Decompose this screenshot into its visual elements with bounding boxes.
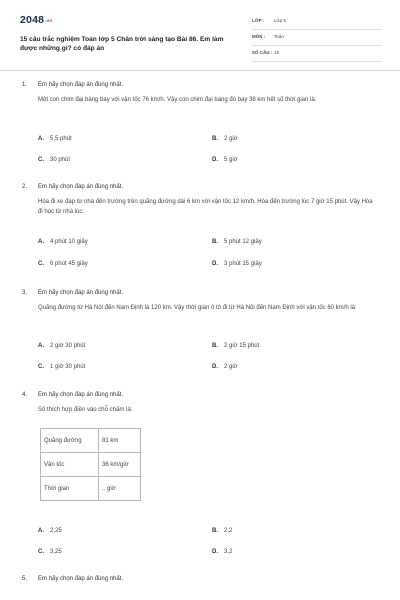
question-body: Một con chim đại bàng bay với vận tốc 76 km/h. Vậy con chim đại bàng đó bay 38 km hết số thời gian là: xyxy=(38,97,317,103)
document-title: 15 câu trắc nghiệm Toán lớp 5 Chân trời sáng tạo Bài 86. Em làm được những gì? có đáp án xyxy=(20,36,224,52)
option-a[interactable]: A. 2 giờ 30 phút xyxy=(38,343,86,349)
question-number: 1. xyxy=(22,82,28,88)
question-instruction: Em hãy chọn đáp án đúng nhất. xyxy=(38,82,124,88)
table-row xyxy=(41,453,141,477)
option-c[interactable]: C. 6 phút 45 giây xyxy=(38,261,88,267)
option-a[interactable]: A. 5,5 phút xyxy=(38,136,72,142)
site-logo[interactable]: $2048^{.vn}$ xyxy=(20,14,53,26)
option-d[interactable]: D. 2 giờ xyxy=(212,364,238,370)
meta-panel xyxy=(252,14,382,62)
option-c[interactable]: C. 1 giờ 30 phút xyxy=(38,364,86,370)
table-cell: .. giờ xyxy=(99,477,141,501)
table-cell: Thời gian xyxy=(41,477,99,501)
table-cell: 81 km xyxy=(99,429,141,453)
meta-count-label: SỐ CÂU : xyxy=(252,50,273,55)
meta-subject-label: MÔN : xyxy=(252,34,266,39)
table-cell: Quãng đường xyxy=(41,429,99,453)
question-body: Số thích hợp điền vào chỗ chấm là: xyxy=(38,407,133,413)
table-cell: 36 km/giờ xyxy=(99,453,141,477)
meta-count-value: 15 xyxy=(274,50,280,55)
question-body: Quãng đường từ Hà Nội đến Nam Định là 120 km. Vậy thời gian ô tô đi từ Hà Nội đến Nam Định với vận tốc 60 km/h là: xyxy=(38,305,357,311)
document-header xyxy=(20,14,382,66)
meta-class-row xyxy=(252,14,382,30)
option-c[interactable]: C. 3,25 xyxy=(38,549,62,555)
meta-subject-row xyxy=(252,30,382,46)
header-divider xyxy=(0,70,400,71)
option-d[interactable]: D. 3 phút 15 giây xyxy=(212,261,262,267)
question-instruction: Em hãy chọn đáp án đúng nhất. xyxy=(38,576,124,582)
option-b[interactable]: B. 2,2 xyxy=(212,528,233,534)
question-instruction: Em hãy chọn đáp án đúng nhất. xyxy=(38,290,124,296)
option-b[interactable]: B. 5 phút 12 giây xyxy=(212,239,262,245)
question-number: 3. xyxy=(22,290,28,296)
question-instruction: Em hãy chọn đáp án đúng nhất. xyxy=(38,392,124,398)
option-a[interactable]: A. 2,25 xyxy=(38,528,62,534)
data-table xyxy=(40,428,141,501)
option-c[interactable]: C. 30 phút xyxy=(38,157,71,163)
meta-class-label: LỚP : xyxy=(252,18,265,23)
question-instruction: Em hãy chọn đáp án đúng nhất. xyxy=(38,184,124,190)
question-body: Hòa đi xe đạp từ nhà đến trường trên quãng đường dài 6 km với vận tốc 12 km/h. Hòa đến trường lúc 7 giờ 15 phút. Vậy Hòa đi học từ nhà lúc: xyxy=(38,199,373,215)
meta-subject-value: Toán xyxy=(274,34,284,39)
question-number: 2. xyxy=(22,184,28,190)
option-d[interactable]: D. 5 giờ xyxy=(212,157,238,163)
option-b[interactable]: B. 2 giờ 15 phút xyxy=(212,343,260,349)
question-number: 4. xyxy=(22,392,28,398)
meta-count-row xyxy=(252,46,382,62)
option-a[interactable]: A. 4 phút 10 giây xyxy=(38,239,88,245)
question-number: 5. xyxy=(22,576,28,582)
table-row xyxy=(41,477,141,501)
meta-class-value: Lớp 5 xyxy=(274,18,286,23)
table-cell: Vận tốc xyxy=(41,453,99,477)
table-row xyxy=(41,429,141,453)
option-d[interactable]: D. 3,2 xyxy=(212,549,233,555)
option-b[interactable]: B. 2 giờ xyxy=(212,136,238,142)
